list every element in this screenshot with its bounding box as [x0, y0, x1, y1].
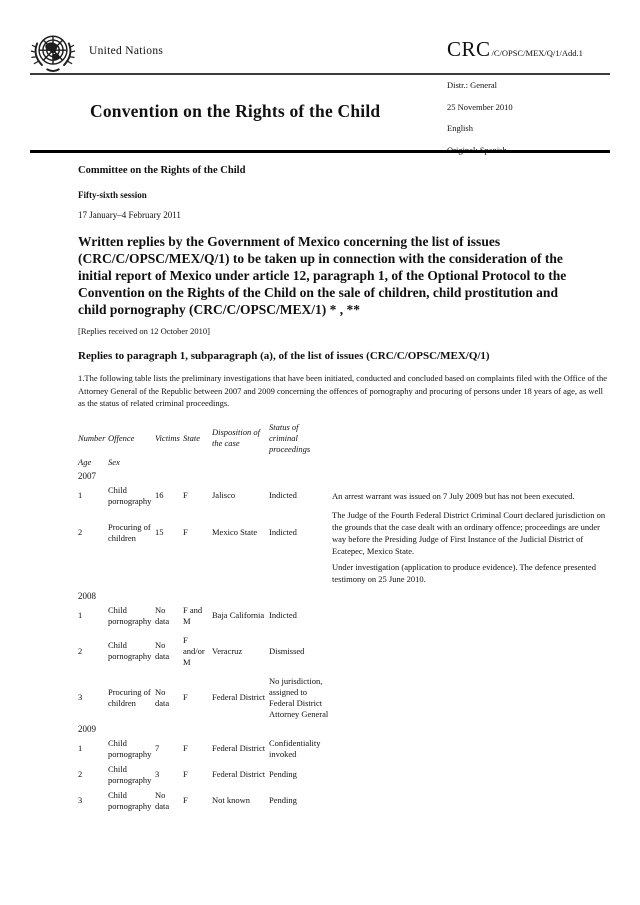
cell-offence: Child pornography [108, 604, 152, 626]
treaty-title: Convention on the Rights of the Child [90, 101, 381, 121]
cell-sex: F and/or M [183, 634, 205, 667]
cell-victims: No data [155, 789, 170, 811]
column-header: State [183, 432, 200, 443]
table-row [78, 605, 610, 627]
date-line: 25 November 2010 [447, 101, 513, 112]
session-dates: 17 January–4 February 2011 [78, 210, 181, 220]
cell-victims: No data [155, 604, 170, 626]
investigations-table [78, 422, 610, 812]
cell-victims: No data [155, 686, 170, 708]
cell-state: Federal District [212, 769, 266, 779]
table-row [78, 561, 610, 585]
cell-status-notes: An arrest warrant was issued on 7 July 2009 but has not been executed. [332, 490, 575, 501]
cell-victims: No data [155, 640, 170, 661]
cell-number: 3 [78, 795, 83, 805]
table-header-row [78, 422, 610, 455]
replies-received-note: [Replies received on 12 October 2010] [78, 326, 210, 336]
cell-sex: F [183, 692, 188, 702]
column-header: Disposition of the case [212, 427, 260, 448]
header-rule-thin [30, 73, 610, 75]
table-row [78, 764, 610, 786]
table-row [78, 738, 610, 760]
cell-status-notes: Under investigation (application to produce evidence). The defence presented testimony on 25 June 2010. [332, 561, 596, 584]
session-name: Fifty-sixth session [78, 190, 147, 200]
cell-offence: Child pornography [108, 789, 152, 811]
cell-sex: F [183, 490, 188, 500]
cell-victims: 16 [155, 490, 164, 500]
cell-disposition: Pending [269, 795, 297, 805]
cell-disposition: Dismissed [269, 645, 305, 656]
cell-offence: Child pornography [108, 763, 152, 785]
cell-number: 2 [78, 645, 83, 656]
cell-victims: 15 [155, 527, 164, 537]
cell-offence: Child pornography [108, 484, 152, 506]
cell-offence: Child pornography [108, 640, 152, 661]
org-name: United Nations [89, 45, 164, 57]
cell-number: 2 [78, 527, 83, 537]
cell-offence: Procuring of children [108, 686, 151, 708]
symbol-acronym: CRC [447, 37, 491, 61]
column-header: Number [78, 432, 106, 443]
cell-state: Mexico State [212, 527, 258, 537]
table-row [78, 635, 610, 668]
document-body [78, 165, 610, 816]
column-header: Victims [155, 432, 180, 443]
cell-state: Veracruz [212, 645, 243, 656]
cell-disposition: Pending [269, 769, 297, 779]
year-row: 2009 [78, 723, 96, 734]
subheader-age: Age [78, 456, 92, 467]
cell-sex: F [183, 743, 188, 753]
cell-state: Jalisco [212, 490, 236, 500]
cell-state: Baja California [212, 610, 265, 620]
cell-sex: F [183, 795, 188, 805]
distr-line: Distr.: General [447, 80, 498, 90]
cell-number: 3 [78, 692, 83, 702]
header-rule-thick [30, 150, 610, 153]
year-row: 2008 [78, 590, 96, 601]
paragraph-1: 1.The following table lists the preliminary investigations that have been initiated, conducted and concluded based on complaints filed with the Office of the Attorney General of the Republic between 2007 and 2009 concerning the offences of pornography and procuring of persons under 18 years of age, as well as the status of related criminal proceedings. [78, 373, 608, 408]
cell-state: Not known [212, 795, 251, 805]
cell-sex: F and M [183, 604, 203, 626]
cell-disposition: Indicted [269, 610, 297, 620]
column-header: Offence [108, 432, 135, 443]
table-row [78, 485, 610, 507]
cell-offence: Procuring of children [108, 521, 151, 543]
committee-name: Committee on the Rights of the Child [78, 165, 246, 176]
cell-disposition: Confidentiality invoked [269, 737, 321, 759]
cell-sex: F [183, 769, 188, 779]
cell-state: Federal District [212, 692, 266, 702]
cell-offence: Child pornography [108, 737, 152, 759]
document-main-title: Written replies by the Government of Mexico concerning the list of issues (CRC/C/OPSC/MEX/Q/1) to be taken up in connection with the consideration of the initial report of Mexico under article 12, paragraph 1, of the Optional Protocol to the Convention on the Rights of the Child on the sale of children, child prostitution and child pornography (CRC/C/OPSC/MEX/1) * , ** [78, 234, 567, 317]
distribution-block [447, 80, 513, 166]
cell-number: 1 [78, 490, 83, 500]
cell-status-notes: The Judge of the Fourth Federal District Criminal Court declared jurisdiction on the grounds that the case dealt with an ordinary offence; proceedings are under way before the Presiding Judge of First Instance of the Judicial District of Ecatepec, Mexico State. [332, 509, 606, 556]
table-row [78, 509, 610, 557]
cell-disposition: Indicted [269, 490, 297, 500]
cell-victims: 3 [155, 769, 160, 779]
cell-number: 1 [78, 610, 83, 620]
cell-number: 2 [78, 769, 83, 779]
year-row: 2007 [78, 470, 96, 481]
cell-state: Federal District [212, 743, 266, 753]
table-row [78, 790, 610, 812]
subheader-sex: Sex [108, 456, 120, 467]
symbol-reference: /C/OPSC/MEX/Q/1/Add.1 [491, 48, 583, 58]
document-symbol [447, 37, 583, 62]
cell-sex: F [183, 527, 188, 537]
language-line: English [447, 123, 473, 133]
cell-victims: 7 [155, 743, 160, 753]
section-heading: Replies to paragraph 1, subparagraph (a), of the list of issues (CRC/C/OPSC/MEX/Q/1) [78, 350, 490, 362]
un-emblem-icon [29, 30, 77, 78]
column-header: Status of criminal proceedings [269, 421, 311, 454]
table-subheader-row [78, 457, 610, 468]
table-row [78, 676, 610, 720]
cell-number: 1 [78, 743, 83, 753]
cell-disposition: Indicted [269, 527, 297, 537]
cell-disposition: No jurisdiction, assigned to Federal District Attorney General [269, 675, 329, 719]
